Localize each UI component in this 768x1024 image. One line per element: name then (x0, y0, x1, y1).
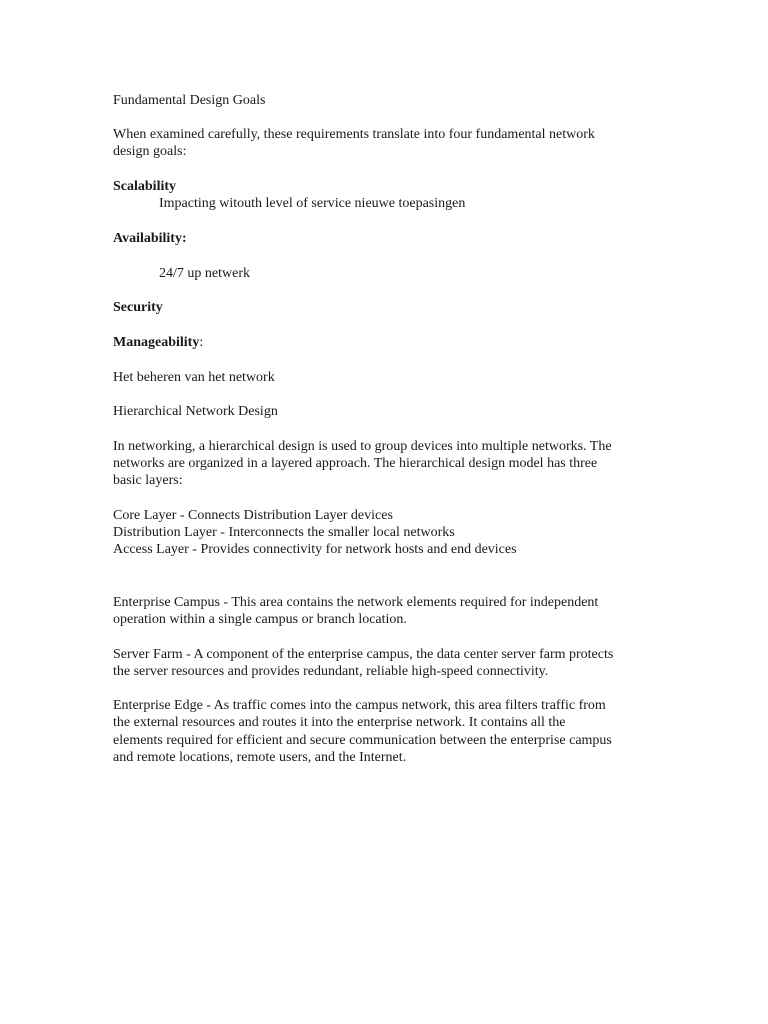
hierarchical-paragraph-line-1: In networking, a hierarchical design is used to group devices into multiple networks. The (113, 439, 612, 454)
enterprise-campus-line-2: operation within a single campus or branch location. (113, 612, 407, 627)
heading-manageability (113, 334, 203, 351)
enterprise-edge-line-2: the external resources and routes it into the enterprise network. It contains all the (113, 715, 566, 730)
server-farm-line-1: Server Farm - A component of the enterprise campus, the data center server farm protects (113, 647, 614, 662)
manageability-description: Het beheren van het network (113, 370, 275, 385)
heading-scalability: Scalability (113, 179, 177, 194)
enterprise-edge-line-4: and remote locations, remote users, and the Internet. (113, 750, 407, 765)
server-farm-line-2: the server resources and provides redundant, reliable high-speed connectivity. (113, 664, 549, 679)
enterprise-edge-line-1: Enterprise Edge - As traffic comes into the campus network, this area filters traffic from (113, 698, 606, 713)
section-title-hierarchical: Hierarchical Network Design (113, 404, 278, 419)
hierarchical-paragraph-line-2: networks are organized in a layered approach. The hierarchical design model has three (113, 456, 598, 471)
section-title-design-goals: Fundamental Design Goals (113, 93, 266, 108)
manageability-label: Manageability (113, 335, 200, 350)
layer-core: Core Layer - Connects Distribution Layer devices (113, 508, 393, 523)
heading-availability: Availability: (113, 231, 187, 246)
scalability-description: Impacting witouth level of service nieuwe toepasingen (159, 196, 466, 211)
intro-line-1: When examined carefully, these requirements translate into four fundamental network (113, 127, 595, 142)
heading-security: Security (113, 300, 163, 315)
hierarchical-paragraph-line-3: basic layers: (113, 473, 183, 488)
layer-distribution: Distribution Layer - Interconnects the smaller local networks (113, 525, 455, 540)
availability-description: 24/7 up netwerk (159, 266, 250, 281)
enterprise-edge-line-3: elements required for efficient and secure communication between the enterprise campus (113, 733, 612, 748)
layer-access: Access Layer - Provides connectivity for network hosts and end devices (113, 542, 517, 557)
intro-line-2: design goals: (113, 144, 187, 159)
manageability-colon: : (199, 335, 204, 350)
enterprise-campus-line-1: Enterprise Campus - This area contains the network elements required for independent (113, 595, 599, 610)
